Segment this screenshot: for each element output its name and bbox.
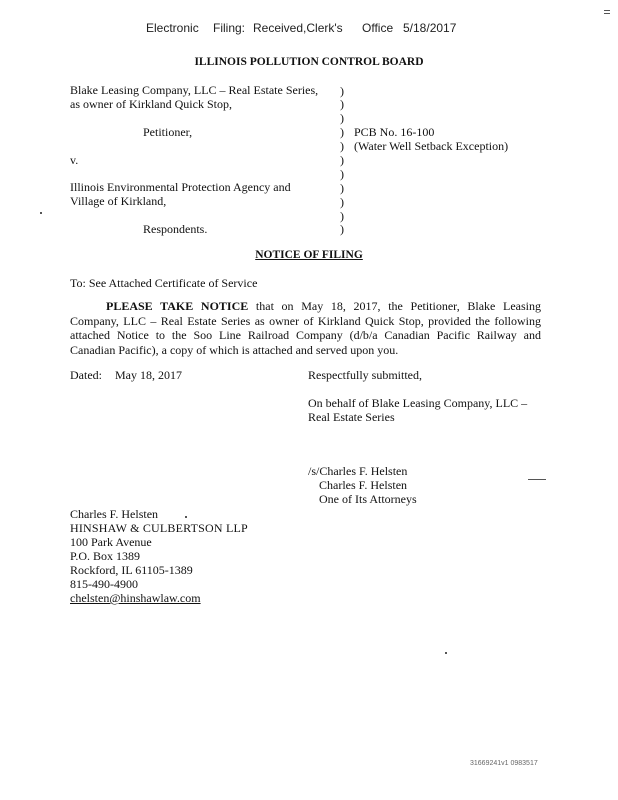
scan-mark (185, 516, 187, 518)
notice-body (70, 299, 541, 358)
on-behalf-line1: On behalf of Blake Leasing Company, LLC – (308, 396, 528, 410)
petitioner-name-line2: as owner of Kirkland Quick Stop, (70, 97, 232, 111)
scan-mark (445, 652, 447, 654)
attorney-email-link[interactable]: chelsten@hinshawlaw.com (70, 591, 201, 605)
scan-mark (528, 479, 546, 480)
signer-role: One of Its Attorneys (319, 492, 417, 506)
respondent-name-line2: Village of Kirkland, (70, 194, 167, 208)
respondent-name-line1: Illinois Environmental Protection Agency and (70, 180, 291, 194)
electronic-signature: /s/Charles F. Helsten (308, 464, 408, 478)
board-title: ILLINOIS POLLUTION CONTROL BOARD (194, 56, 424, 68)
petitioner-role: Petitioner, (143, 125, 193, 139)
caption-paren: ) (340, 195, 344, 209)
caption-paren: ) (340, 97, 344, 111)
caption-paren: ) (340, 139, 344, 153)
caption-paren: ) (340, 111, 344, 125)
versus-label: v. (70, 153, 79, 167)
footer-doc-id: 31669241v1 0983517 (470, 760, 538, 767)
signer-name: Charles F. Helsten (319, 478, 408, 492)
dated-value: May 18, 2017 (115, 368, 182, 382)
scan-mark (40, 212, 42, 214)
scan-mark (604, 10, 610, 11)
caption-paren: ) (340, 167, 344, 181)
closing-line: Respectfully submitted, (308, 368, 422, 382)
attorney-address-line2: P.O. Box 1389 (70, 549, 141, 563)
case-number: PCB No. 16-100 (354, 125, 435, 139)
caption-paren: ) (340, 181, 344, 195)
on-behalf-line2: Real Estate Series (308, 410, 395, 424)
stamp-electronic: Electronic (146, 21, 199, 35)
case-type: (Water Well Setback Exception) (354, 139, 509, 153)
respondent-role: Respondents. (143, 222, 208, 236)
notice-title: NOTICE OF FILING (255, 249, 363, 261)
caption-paren: ) (340, 209, 344, 223)
attorney-firm: HINSHAW & CULBERTSON LLP (70, 521, 248, 535)
caption-paren: ) (340, 153, 344, 167)
stamp-received: Received,Clerk's (253, 21, 343, 35)
scan-mark (604, 13, 610, 14)
petitioner-name-line1: Blake Leasing Company, LLC – Real Estate Series, (70, 83, 319, 97)
notice-body-text: that on May 18, 2017, the Petitioner, Blake Leasing Company, LLC – Real Estate Series as owner of Kirkland Quick Stop, provided the following attached Notice to the Soo Line Railroad Company (d/b/a Canadian Pacific Railway and Canadian Pacific), a copy of which is attached and served upon you. (70, 299, 541, 358)
stamp-office: Office (362, 21, 394, 35)
attorney-name: Charles F. Helsten (70, 507, 159, 521)
stamp-date: 5/18/2017 (403, 21, 457, 35)
dated-label: Dated: (70, 368, 102, 382)
notice-lead: PLEASE TAKE NOTICE (106, 299, 249, 313)
attorney-phone: 815-490-4900 (70, 577, 138, 591)
to-line: To: See Attached Certificate of Service (70, 276, 258, 290)
caption-paren: ) (340, 84, 344, 98)
caption-paren: ) (340, 125, 344, 139)
stamp-filing: Filing: (213, 21, 246, 35)
attorney-address-line3: Rockford, IL 61105-1389 (70, 563, 193, 577)
caption-paren: ) (340, 222, 344, 236)
attorney-address-line1: 100 Park Avenue (70, 535, 152, 549)
